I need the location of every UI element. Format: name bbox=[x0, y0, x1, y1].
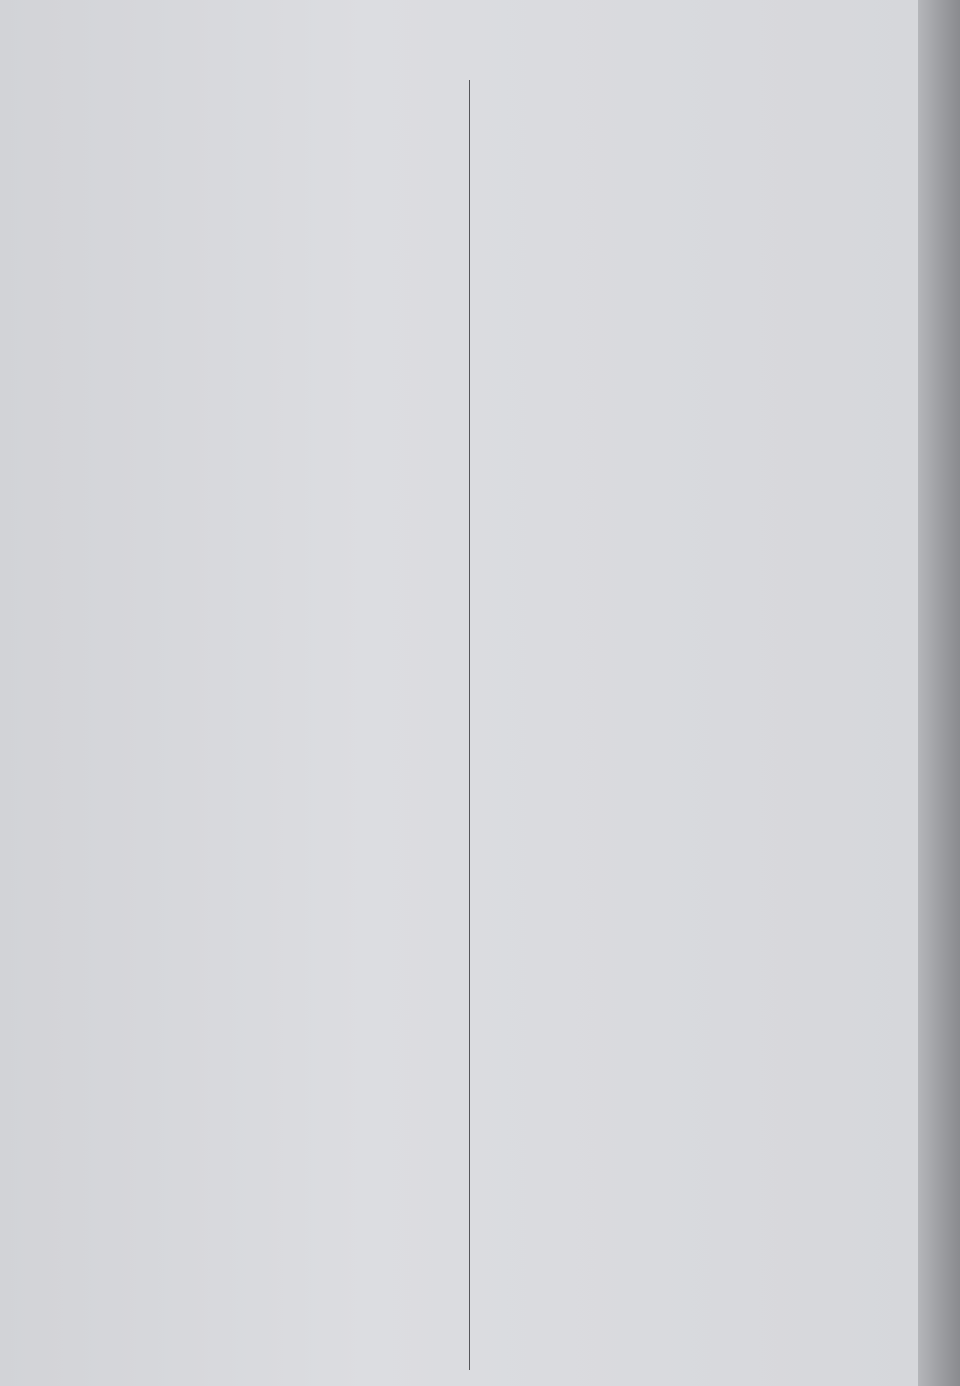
page-edge bbox=[918, 0, 960, 1386]
column-divider bbox=[469, 80, 470, 1370]
